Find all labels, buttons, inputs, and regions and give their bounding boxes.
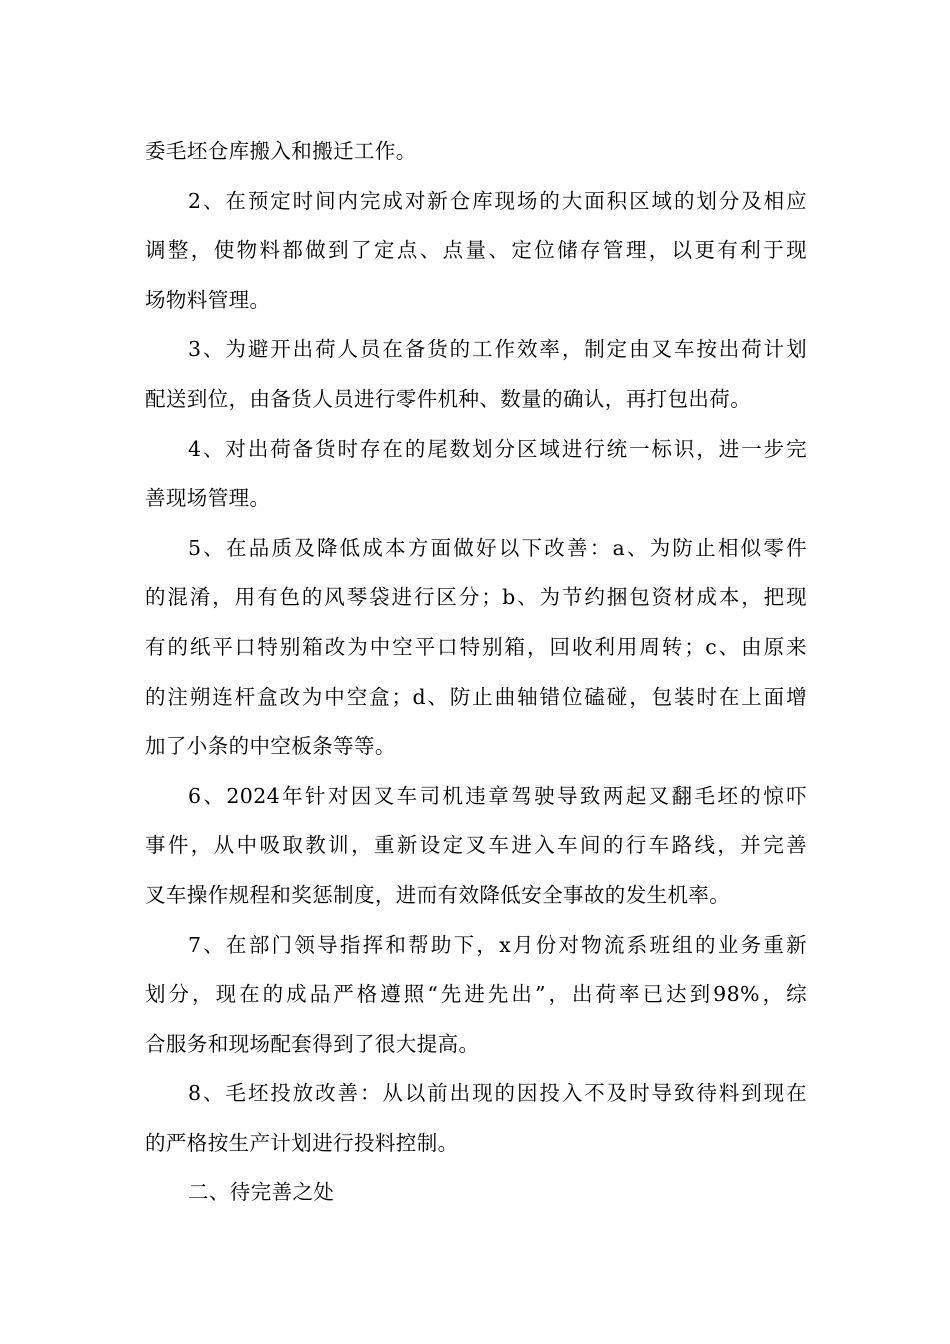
paragraph-line: 7、在部门领导指挥和帮助下，x月份对物流系班组的业务重新 (188, 932, 807, 957)
paragraph-line: 善现场管理。 (145, 486, 271, 511)
paragraph-line: 加了小条的中空板条等等。 (145, 734, 396, 759)
paragraph-line: 配送到位，由备货人员进行零件机种、数量的确认，再打包出荷。 (145, 386, 752, 411)
document-body (145, 127, 807, 1218)
paragraph-line: 叉车操作规程和奖惩制度，进而有效降低安全事故的发生机率。 (145, 882, 731, 907)
paragraph-line: 4、对出荷备货时存在的尾数划分区域进行统一标识，进一步完 (188, 436, 807, 461)
paragraph-line: 划分，现在的成品严格遵照“先进先出”，出荷率已达到98%，综 (145, 982, 807, 1007)
paragraph-line: 调整，使物料都做到了定点、点量、定位储存管理，以更有利于现 (145, 238, 807, 263)
paragraph-line: 事件，从中吸取教训，重新设定叉车进入车间的行车路线，并完善 (145, 833, 807, 858)
paragraph-line: 8、毛坯投放改善：从以前出现的因投入不及时导致待料到现在 (188, 1081, 807, 1106)
paragraph-line: 的混淆，用有色的风琴袋进行区分；b、为节约捆包资材成本，把现 (145, 585, 807, 610)
paragraph-line: 委毛坯仓库搬入和搬迁工作。 (145, 139, 417, 163)
paragraph-line: 3、为避开出荷人员在备货的工作效率，制定由叉车按出荷计划 (188, 337, 807, 362)
paragraph-line: 2、在预定时间内完成对新仓库现场的大面积区域的划分及相应 (188, 188, 807, 213)
paragraph-line: 5、在品质及降低成本方面做好以下改善：a、为防止相似零件 (188, 535, 807, 560)
paragraph-line: 的严格按生产计划进行投料控制。 (145, 1130, 459, 1155)
paragraph-line: 合服务和现场配套得到了很大提高。 (145, 1031, 480, 1056)
paragraph-line: 的注朔连杆盒改为中空盒；d、防止曲轴错位磕碰，包装时在上面增 (145, 684, 807, 709)
paragraph-line: 6、2024年针对因叉车司机违章驾驶导致两起叉翻毛坯的惊吓 (188, 783, 807, 808)
paragraph-line: 场物料管理。 (145, 287, 271, 312)
section-heading: 二、待完善之处 (188, 1180, 335, 1205)
paragraph-line: 有的纸平口特别箱改为中空平口特别箱，回收利用周转；c、由原来 (145, 634, 807, 659)
